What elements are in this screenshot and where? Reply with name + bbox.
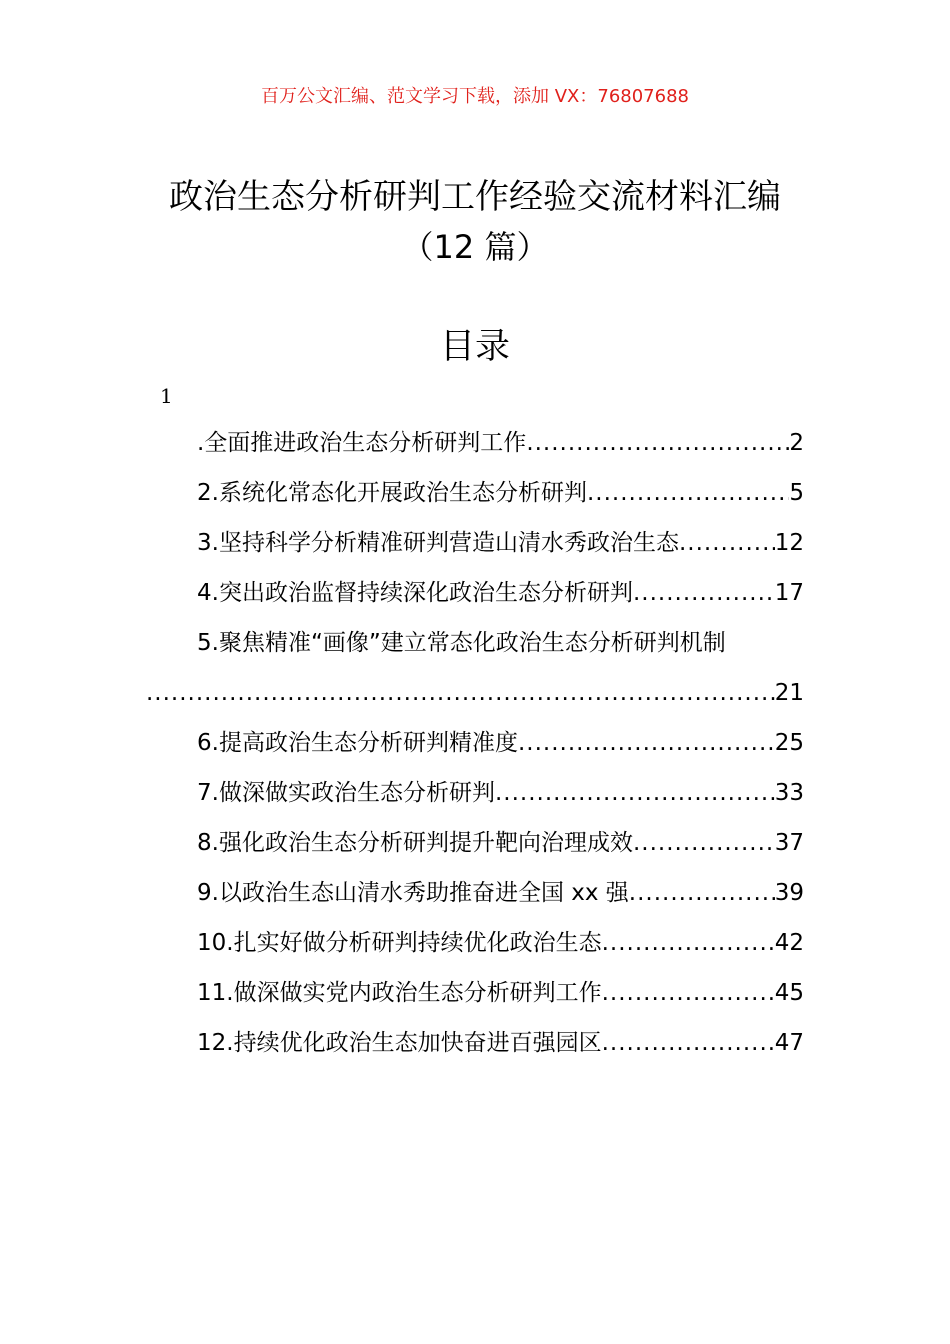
toc-leader-dots <box>679 518 775 568</box>
toc-leader-dots <box>633 818 775 868</box>
toc-leader-dots <box>602 968 775 1018</box>
toc-entry-page: 42 <box>774 930 804 956</box>
toc-leader-dots <box>526 418 789 468</box>
toc-entry[interactable] <box>0 968 950 1018</box>
toc-entry-label: 2.系统化常态化开展政治生态分析研判 <box>197 480 587 506</box>
toc-entry[interactable] <box>0 718 950 768</box>
toc-entry-label: 9.以政治生态山清水秀助推奋进全国 xx 强 <box>197 880 629 906</box>
toc-leader-dots <box>629 868 775 918</box>
document-title-line1: 政治生态分析研判工作经验交流材料汇编 <box>169 177 781 217</box>
toc-entry[interactable] <box>0 1018 950 1068</box>
toc-leader-dots <box>587 468 789 518</box>
promo-banner <box>0 84 950 110</box>
promo-banner-text: 百万公文汇编、范文学习下载，添加 VX：76807688 <box>261 86 689 107</box>
toc-entry[interactable] <box>0 618 950 718</box>
toc-entry-page: 45 <box>774 980 804 1006</box>
toc-entry-label: 8.强化政治生态分析研判提升靶向治理成效 <box>197 830 633 856</box>
toc-entry-label: 7.做深做实政治生态分析研判 <box>197 780 495 806</box>
toc-entry-page: 25 <box>774 730 804 756</box>
toc-entry-label: 4.突出政治监督持续深化政治生态分析研判 <box>197 580 633 606</box>
toc-entry-label: .全面推进政治生态分析研判工作 <box>197 430 527 456</box>
toc-entry-label: 11.做深做实党内政治生态分析研判工作 <box>197 980 602 1006</box>
toc-entry[interactable] <box>0 518 950 568</box>
toc-entry-page: 47 <box>774 1030 804 1056</box>
toc-entry-label: 5.聚焦精准“画像”建立常态化政治生态分析研判机制 <box>197 630 726 656</box>
toc-leader-dots <box>602 918 775 968</box>
toc-entry-label: 12.持续优化政治生态加快奋进百强园区 <box>197 1030 602 1056</box>
toc-entry-page: 5 <box>789 480 804 506</box>
toc-entry[interactable] <box>0 868 950 918</box>
toc-leader-dots <box>633 568 775 618</box>
toc-marker: 1 <box>160 384 173 408</box>
toc-entry[interactable] <box>0 468 950 518</box>
toc-entry-label: 3.坚持科学分析精准研判营造山清水秀政治生态 <box>197 530 679 556</box>
toc-entry-page: 37 <box>774 830 804 856</box>
toc-entry-page: 12 <box>774 530 804 556</box>
toc-entry-label: 6.提高政治生态分析研判精准度 <box>197 730 518 756</box>
toc-entry[interactable] <box>0 818 950 868</box>
toc-leader-dots <box>495 768 775 818</box>
document-title <box>0 172 950 272</box>
toc-leader-dots <box>146 668 775 718</box>
toc-entry-page: 17 <box>774 580 804 606</box>
toc-entry[interactable] <box>0 568 950 618</box>
toc-entry-label: 10.扎实好做分析研判持续优化政治生态 <box>197 930 602 956</box>
toc-entry-page: 21 <box>774 680 804 706</box>
table-of-contents <box>0 418 950 1068</box>
toc-entry-page: 39 <box>774 880 804 906</box>
toc-entry-page: 33 <box>774 780 804 806</box>
toc-leader-dots <box>518 718 775 768</box>
toc-entry[interactable] <box>0 918 950 968</box>
toc-leader-dots <box>602 1018 775 1068</box>
toc-heading: 目录 <box>439 327 510 367</box>
toc-entry[interactable] <box>0 768 950 818</box>
toc-entry-page: 2 <box>789 430 804 456</box>
toc-entry[interactable] <box>0 418 950 468</box>
document-title-line2: （12 篇） <box>401 228 549 266</box>
